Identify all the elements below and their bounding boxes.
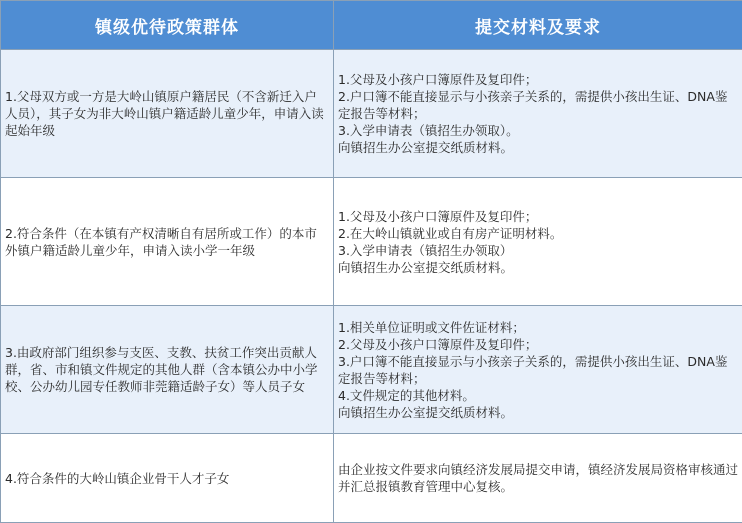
materials-cell bbox=[334, 306, 742, 434]
group-cell: 2.符合条件（在本镇有产权清晰自有居所或工作）的本市外镇户籍适龄儿童少年，申请入读小学一年级 bbox=[1, 178, 334, 306]
table-row bbox=[1, 178, 742, 306]
material-line: 3.入学申请表（镇招生办领取）。 bbox=[338, 122, 738, 139]
header-row bbox=[1, 1, 742, 50]
material-line: 向镇招生办公室提交纸质材料。 bbox=[338, 259, 738, 276]
group-cell: 3.由政府部门组织参与支医、支教、扶贫工作突出贡献人群，省、市和镇文件规定的其他人群（含本镇公办中小学校、公办幼儿园专任教师非莞籍适龄子女）等人员子女 bbox=[1, 306, 334, 434]
material-line: 2.在大岭山镇就业或自有房产证明材料。 bbox=[338, 225, 738, 242]
materials-cell bbox=[334, 50, 742, 178]
table-row bbox=[1, 50, 742, 178]
group-column-header: 镇级优待政策群体 bbox=[1, 1, 334, 50]
material-line: 4.文件规定的其他材料。 bbox=[338, 387, 738, 404]
material-line: 向镇招生办公室提交纸质材料。 bbox=[338, 404, 738, 421]
material-line: 向镇招生办公室提交纸质材料。 bbox=[338, 139, 738, 156]
material-line: 1.父母及小孩户口簿原件及复印件； bbox=[338, 208, 738, 225]
materials-cell bbox=[334, 434, 742, 523]
group-cell: 1.父母双方或一方是大岭山镇原户籍居民（不含新迁入户人员），其子女为非大岭山镇户籍适龄儿童少年，申请入读起始年级 bbox=[1, 50, 334, 178]
material-line: 2.父母及小孩户口簿原件及复印件； bbox=[338, 336, 738, 353]
material-line: 3.户口簿不能直接显示与小孩亲子关系的，需提供小孩出生证、DNA鉴定报告等材料； bbox=[338, 353, 738, 387]
table-row bbox=[1, 306, 742, 434]
material-line: 1.相关单位证明或文件佐证材料； bbox=[338, 319, 738, 336]
material-line: 由企业按文件要求向镇经济发展局提交申请，镇经济发展局资格审核通过并汇总报镇教育管理中心复核。 bbox=[338, 461, 738, 495]
materials-cell bbox=[334, 178, 742, 306]
materials-column-header: 提交材料及要求 bbox=[334, 1, 742, 50]
group-cell: 4.符合条件的大岭山镇企业骨干人才子女 bbox=[1, 434, 334, 523]
table-row bbox=[1, 434, 742, 523]
material-line: 3.入学申请表（镇招生办领取） bbox=[338, 242, 738, 259]
material-line: 1.父母及小孩户口簿原件及复印件； bbox=[338, 71, 738, 88]
material-line: 2.户口簿不能直接显示与小孩亲子关系的，需提供小孩出生证、DNA鉴定报告等材料； bbox=[338, 88, 738, 122]
